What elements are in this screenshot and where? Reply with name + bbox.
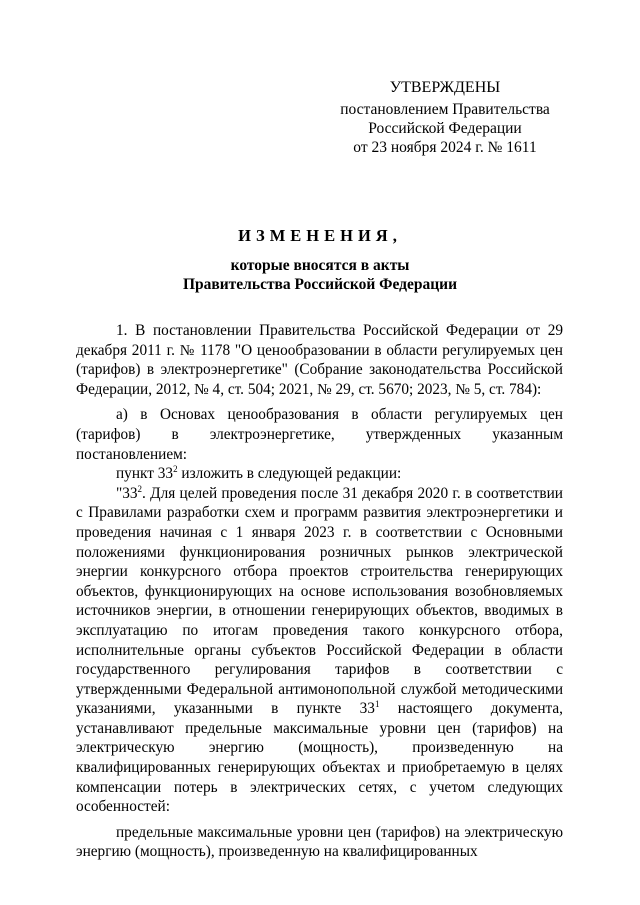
approval-heading: УТВЕРЖДЕНЫ: [389, 79, 501, 96]
document-title: ИЗМЕНЕНИЯ,: [238, 226, 402, 245]
document-body: [76, 321, 563, 862]
paragraph-3-text: пункт 33: [116, 465, 174, 483]
superscript: 2: [137, 483, 143, 494]
paragraph-3: [76, 464, 563, 484]
paragraph-4-text: "33: [116, 484, 138, 502]
paragraph-2: а) в Основах ценообразования в области регулируемых цен (тарифов) в электроэнергетике, утвержденных указанным постановлением:: [76, 406, 563, 463]
document-subtitle-line: Правительства Российской Федерации: [182, 276, 458, 293]
approval-line: Российской Федерации: [368, 120, 522, 137]
paragraph-4-text: . Для целей проведения после 31 декабря 2020 г. в соответствии с Правилами разработки схем и программ развития электроэнергетики и проведения начиная с 1 января 2023 г. в соответствии с Основными положениями функционирования розничных рынков электрической энергии конкурсного отбора проектов строительства генерирующих объектов, функционирующих на основе использования возобновляемых источников энергии, в отношении генерирующих объектов, вводимых в эксплуатацию по итогам проведения такого конкурсного отбора, исполнительные органы субъектов Российской Федерации в области государственного регулирования тарифов в соответствии с утвержденными Федеральной антимонопольной службой методическими указаниями, указанными в пункте 33: [76, 484, 563, 718]
superscript: 1: [374, 699, 380, 710]
approval-line: постановлением Правительства: [340, 101, 550, 118]
approval-stamp: [340, 78, 550, 157]
paragraph-1: 1. В постановлении Правительства Российской Федерации от 29 декабря 2011 г. № 1178 "О ценообразовании в области регулируемых цен (тарифов) в электроэнергетике" (Собрание законодательства Российской Федерации, 2012, № 4, ст. 504; 2021, № 29, ст. 5670; 2023, № 5, ст. 784):: [76, 322, 563, 398]
paragraph-5: предельные максимальные уровни цен (тарифов) на электрическую энергию (мощность), произведенную на квалифицированных: [76, 823, 563, 861]
document-title-block: [60, 226, 580, 294]
superscript: 2: [173, 464, 178, 475]
paragraph-4-text: настоящего документа, устанавливают предельные максимальные уровни цен (тарифов) на электрическую энергию (мощность), произведенную на квалифицированных генерирующих объектах и приобретаемую в целях компенсации потерь в электрических сетях, с учетом следующих особенностей:: [76, 700, 563, 816]
approval-date-line: от 23 ноября 2024 г. № 1611: [353, 139, 537, 156]
paragraph-3-text: изложить в следующей редакции:: [177, 465, 402, 483]
document-subtitle-line: которые вносятся в акты: [230, 257, 410, 274]
paragraph-4: [76, 484, 563, 817]
